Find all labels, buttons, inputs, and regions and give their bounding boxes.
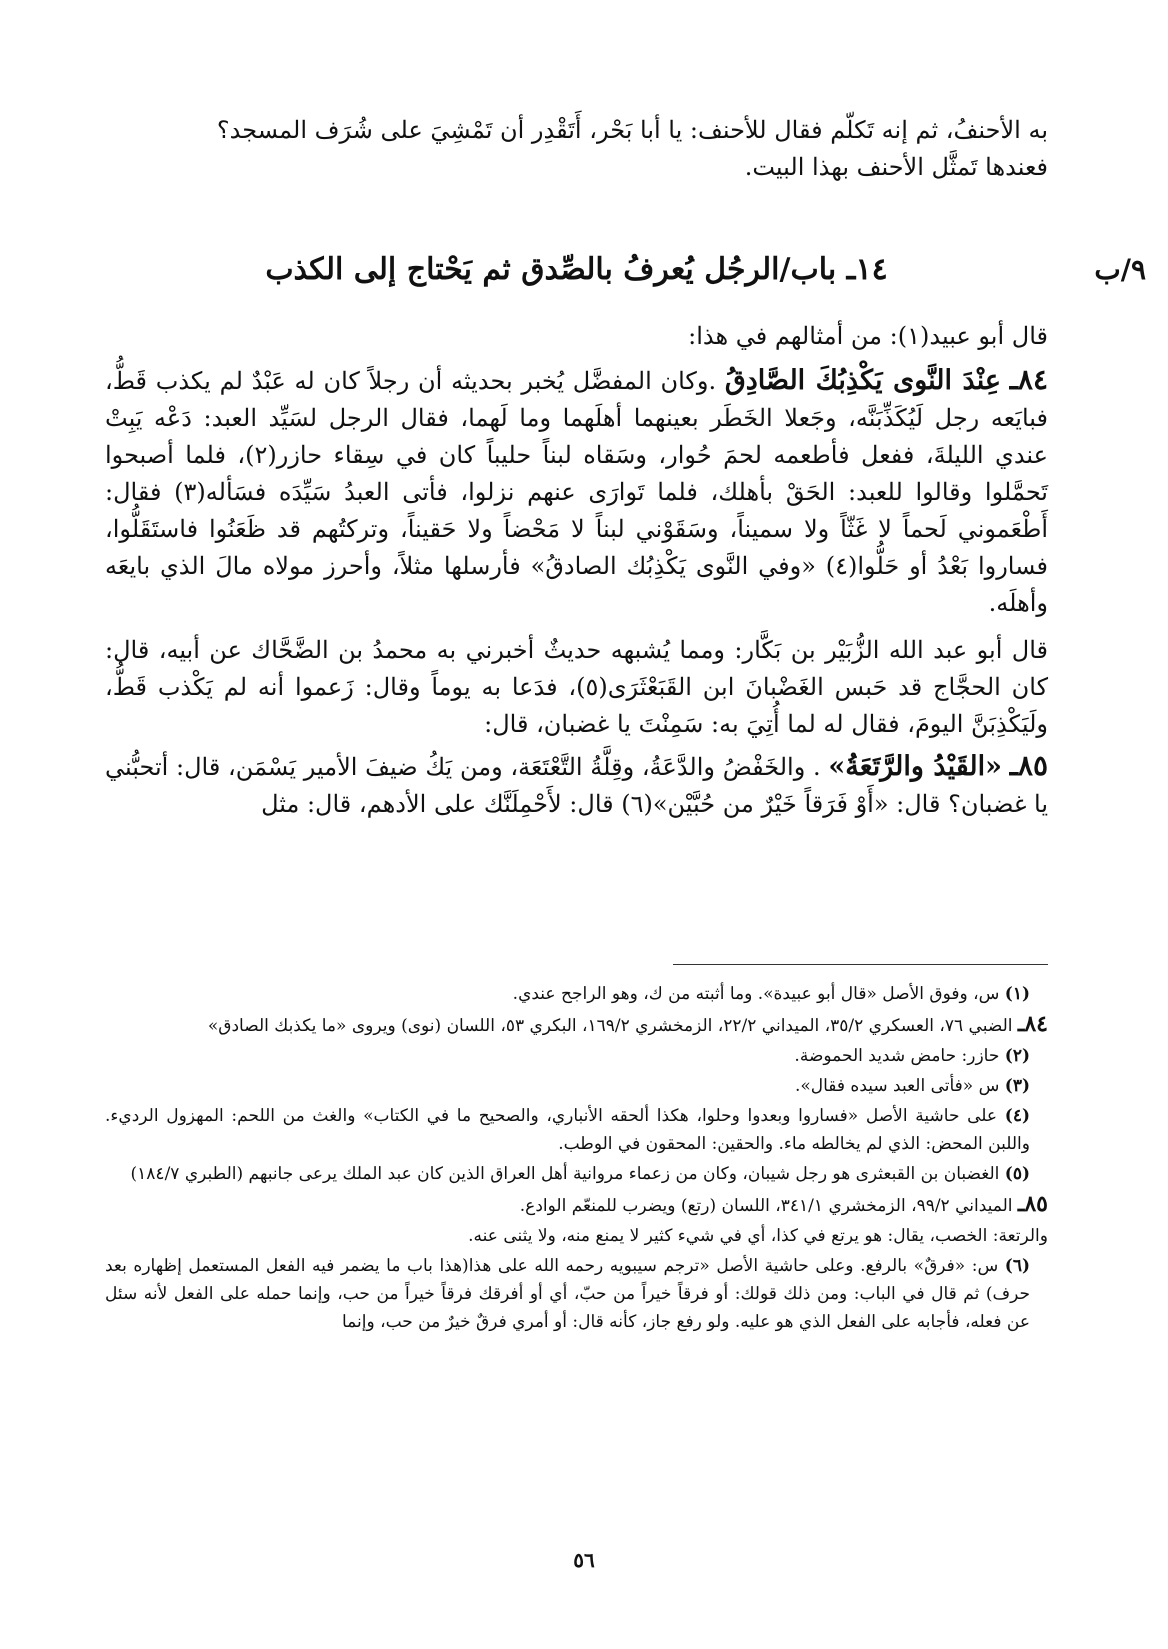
margin-folio-ref: ٩/ب bbox=[1094, 253, 1146, 286]
page-number: ٥٦ bbox=[573, 1548, 595, 1572]
footnote-number: ٨٥ـ bbox=[1017, 1191, 1048, 1217]
zubayr-paragraph: قال أبو عبد الله الزُّبَيْر بن بَكَّار: ومما يُشبهه حديثٌ أخبرني به محمدُ بن الضَّحَّاك عن أبيه، قال: كان الحجَّاج قد حَبس الغَضْبانَ ابن القَبَعْثَرَى(٥)، فدَعا به يوماً وقال: زَعموا أنه لم يَكْذب قَطُّ، ولَيَكْذِبَنَّ اليومَ، فقال له لما أُتِيَ به: سَمِنْتَ يا غضبان، قال: bbox=[105, 636, 1048, 738]
footnote bbox=[105, 980, 1048, 1008]
footnote-text: س، وفوق الأصل «قال أبو عبيدة». وما أثبته من ك، وهو الراجح عندي. bbox=[512, 984, 1005, 1004]
proverb-text: «القَيْدُ والرَّتَعَةُ» bbox=[828, 751, 1002, 782]
footnote-separator bbox=[673, 964, 1048, 965]
footnote-text: س «فأتى العبد سيده فقال». bbox=[794, 1076, 1005, 1096]
footnote bbox=[105, 1252, 1048, 1336]
intro-line: به الأحنفُ، ثم إنه تَكلّم فقال للأحنف: يا أبا بَحْر، أَتَقْدِر أن تَمْشِيَ على شُرَف المسجد؟ bbox=[216, 116, 1048, 144]
proverb-text: عِنْدَ النَّوى يَكْذِبُكَ الصَّادِقُ bbox=[724, 365, 1001, 396]
intro-quote: قال أبو عبيد(١): من أمثالهم في هذا: bbox=[688, 322, 1048, 350]
footnote-text: حازر: حامض شديد الحموضة. bbox=[794, 1046, 1005, 1066]
proverb-body: . والخَفْضُ والدَّعَةُ، وقِلَّةُ التَّعْتَعَة، ومن يَكُ ضيفَ الأمير يَسْمَن، قال: أتحبُّني يا غضبان؟ قال: «أَوْ فَرَقاً خَيْرٌ من حُبَّيْن»(٦) قال: لأَحْمِلَنَّك على الأدهم، قال: مثل bbox=[105, 753, 1048, 818]
footnote-text: والرتعة: الخصب، يقال: هو يرتع في كذا، أي في شيء كثير لا يمنع منه، ولا يثنى عنه. bbox=[468, 1226, 1048, 1246]
footnote-number: (٥) bbox=[1004, 1164, 1030, 1184]
chapter-title: ١٤ـ باب/الرجُل يُعرفُ بالصِّدق ثم يَحْتاج إلى الكذب bbox=[265, 252, 888, 287]
footnote bbox=[105, 1190, 1048, 1220]
proverb-85-paragraph bbox=[105, 747, 1048, 823]
footnote bbox=[105, 1222, 1048, 1250]
proverb-number: ٨٤ـ bbox=[1009, 363, 1048, 396]
footnote bbox=[105, 1010, 1048, 1040]
footnote-text: س: «فرقٌ» بالرفع. وعلى حاشية الأصل «ترجم سيبويه رحمه الله على هذا(هذا باب ما يضمر فيه الفعل المستعمل إظهاره بعد حرف) ثم قال في الباب: ومن ذلك قولك: أو فرقاً خيراً من حبّ، أي أو أفرقك فرقاً خيراً من حب، وإنما حمله على الفعل لأنه سئل عن فعله، فأجابه على الفعل الذي هو عليه. ولو رفع جاز، كأنه قال: أو أمري فرقٌ خيرٌ من حب، وإنما bbox=[105, 1256, 1030, 1332]
footnote-number: (٦) bbox=[1004, 1256, 1030, 1276]
footnote-text: على حاشية الأصل «فساروا وبعدوا وحلوا، هكذا ألحقه الأنباري، والصحيح ما في الكتاب» والغث من اللحم: المهزول الرديء. واللبن المحض: الذي لم يخالطه ماء. والحقين: المحقون في الوطب. bbox=[105, 1106, 1030, 1154]
footnote-text: الميداني ٩٩/٢، الزمخشري ٣٤١/١، اللسان (رتع) ويضرب للمنعّم الوادع. bbox=[519, 1196, 1018, 1216]
proverb-number: ٨٥ـ bbox=[1009, 749, 1048, 782]
footnotes bbox=[105, 980, 1048, 1338]
footnote-text: الضبي ٧٦، العسكري ٣٥/٢، الميداني ٢٢/٢، الزمخشري ١٦٩/٢، البكري ٥٣، اللسان (نوى) ويروى «ما يكذبك الصادق» bbox=[207, 1016, 1018, 1036]
footnote-number: (٤) bbox=[1004, 1106, 1030, 1126]
proverb-body: .وكان المفضَّل يُخبر بحديثه أن رجلاً كان له عَبْدٌ لم يكذب قَطُّ، فبايَعه رجل لَيُكَذِّبَنَّه، وجَعلا الخَطَر بعينهما أهلَهما وما لَهما، فقال الرجل لسَيِّد العبد: دَعْه يَبِتْ عندي الليلةَ، ففعل فأطعمه لحمَ حُوار، وسَقاه لبناً حليباً كان في سِقاء حازر(٢)، فلما أصبحوا تَحمَّلوا وقالوا للعبد: الحَقْ بأهلك، فلما تَوارَى عنهم نزلوا، فأتى العبدُ سَيِّدَه فسَأله(٣) فقال: أَطْعَموني لَحماً لا غَثّاً ولا سميناً، وسَقَوْني لبناً لا مَحْضاً ولا حَقيناً، وتركتُهم قد ظَعَنُوا فاستَقَلُّوا، فساروا بَعْدُ أو حَلُّوا(٤) «وفي النَّوى يَكْذِبُك الصادقُ» فأرسلها مثلاً، وأحرز مولاه مالَ الذي بايعَه وأهلَه. bbox=[105, 367, 1048, 617]
footnote-text: الغضبان بن القبعثرى هو رجل شيبان، وكان من زعماء مروانية أهل العراق الذين كان عبد الملك يرعى جانبهم (الطبري ١٨٤/٧) bbox=[130, 1164, 1005, 1184]
footnote-number: (١) bbox=[1004, 984, 1030, 1004]
footnote bbox=[105, 1072, 1048, 1100]
footnote-number: ٨٤ـ bbox=[1017, 1011, 1048, 1037]
footnote-number: (٢) bbox=[1004, 1046, 1030, 1066]
intro-block bbox=[105, 112, 1048, 186]
intro-line: فعندها تَمثَّل الأحنف بهذا البيت. bbox=[744, 153, 1048, 181]
footnote bbox=[105, 1042, 1048, 1070]
footnote bbox=[105, 1102, 1048, 1158]
footnote bbox=[105, 1160, 1048, 1188]
main-text bbox=[105, 318, 1048, 823]
proverb-84-paragraph bbox=[105, 361, 1048, 622]
footnote-number: (٣) bbox=[1004, 1076, 1030, 1096]
